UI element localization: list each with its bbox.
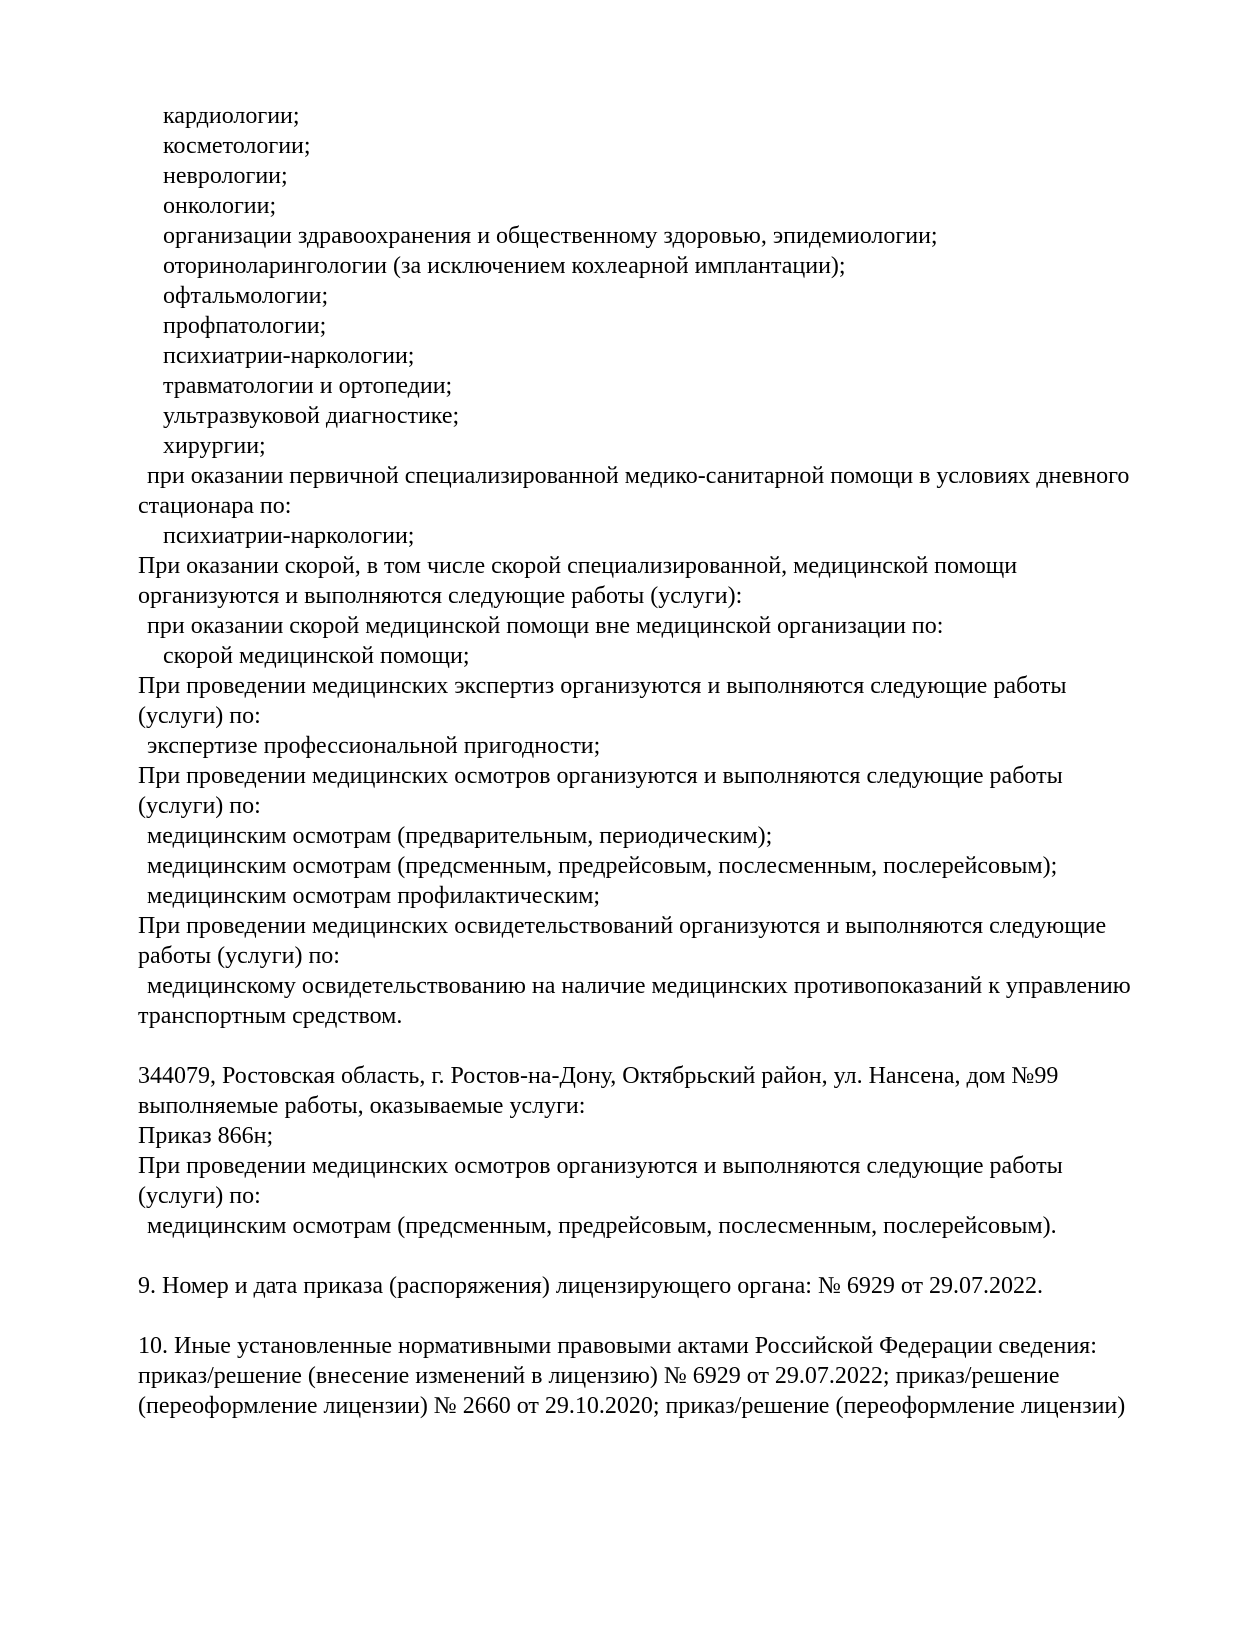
text-line: При проведении медицинских освидетельствований организуются и выполняются следующие bbox=[138, 913, 1107, 939]
text-line: приказ/решение (внесение изменений в лицензию) № 6929 от 29.07.2022; приказ/решение bbox=[138, 1363, 1060, 1389]
text-line: травматологии и ортопедии; bbox=[163, 373, 453, 399]
text-line: выполняемые работы, оказываемые услуги: bbox=[138, 1093, 586, 1119]
text-line: медицинским осмотрам профилактическим; bbox=[147, 883, 601, 909]
text-line: транспортным средством. bbox=[138, 1003, 403, 1029]
text-line: медицинским осмотрам (предсменным, предрейсовым, послесменным, послерейсовым); bbox=[147, 853, 1058, 879]
text-line: 10. Иные установленные нормативными правовыми актами Российской Федерации сведения: bbox=[138, 1333, 1097, 1359]
text-line: при оказании скорой медицинской помощи вне медицинской организации по: bbox=[147, 613, 944, 639]
text-line: кардиологии; bbox=[163, 103, 300, 129]
text-line: При оказании скорой, в том числе скорой специализированной, медицинской помощи bbox=[138, 553, 1018, 579]
text-line: При проведении медицинских осмотров организуются и выполняются следующие работы bbox=[138, 763, 1063, 789]
document-text-block bbox=[138, 101, 1130, 1421]
text-line: медицинским осмотрам (предсменным, предрейсовым, послесменным, послерейсовым). bbox=[147, 1213, 1057, 1239]
text-line: организации здравоохранения и общественному здоровью, эпидемиологии; bbox=[163, 223, 938, 249]
text-line: При проведении медицинских экспертиз организуются и выполняются следующие работы bbox=[138, 673, 1067, 699]
text-line: медицинскому освидетельствованию на наличие медицинских противопоказаний к управлению bbox=[147, 973, 1131, 999]
text-line: При проведении медицинских осмотров организуются и выполняются следующие работы bbox=[138, 1153, 1063, 1179]
text-line: Приказ 866н; bbox=[138, 1123, 274, 1149]
text-line: ультразвуковой диагностике; bbox=[163, 403, 460, 429]
text-line: работы (услуги) по: bbox=[138, 943, 340, 969]
text-line: 344079, Ростовская область, г. Ростов-на-Дону, Октябрьский район, ул. Нансена, дом №99 bbox=[138, 1063, 1059, 1089]
text-line: онкологии; bbox=[163, 193, 277, 219]
text-line: (услуги) по: bbox=[138, 703, 261, 729]
text-line: медицинским осмотрам (предварительным, периодическим); bbox=[147, 823, 773, 849]
text-line: (услуги) по: bbox=[138, 1183, 261, 1209]
blank-line bbox=[138, 1241, 1130, 1271]
blank-line bbox=[138, 1031, 1130, 1061]
text-line: офтальмологии; bbox=[163, 283, 329, 309]
text-line: неврологии; bbox=[163, 163, 288, 189]
text-line: оториноларингологии (за исключением кохлеарной имплантации); bbox=[163, 253, 846, 279]
text-line: психиатрии-наркологии; bbox=[163, 523, 415, 549]
text-line: хирургии; bbox=[163, 433, 266, 459]
text-line: косметологии; bbox=[163, 133, 311, 159]
blank-line bbox=[138, 1301, 1130, 1331]
text-line: (услуги) по: bbox=[138, 793, 261, 819]
text-line: экспертизе профессиональной пригодности; bbox=[147, 733, 601, 759]
text-line: психиатрии-наркологии; bbox=[163, 343, 415, 369]
text-line: при оказании первичной специализированной медико-санитарной помощи в условиях дневного bbox=[147, 463, 1130, 489]
text-line: скорой медицинской помощи; bbox=[163, 643, 470, 669]
text-line: профпатологии; bbox=[163, 313, 327, 339]
text-line: 9. Номер и дата приказа (распоряжения) лицензирующего органа: № 6929 от 29.07.2022. bbox=[138, 1273, 1044, 1299]
text-line: организуются и выполняются следующие работы (услуги): bbox=[138, 583, 743, 609]
text-line: стационара по: bbox=[138, 493, 292, 519]
text-line: (переоформление лицензии) № 2660 от 29.10.2020; приказ/решение (переоформление лицензии) bbox=[138, 1393, 1126, 1419]
